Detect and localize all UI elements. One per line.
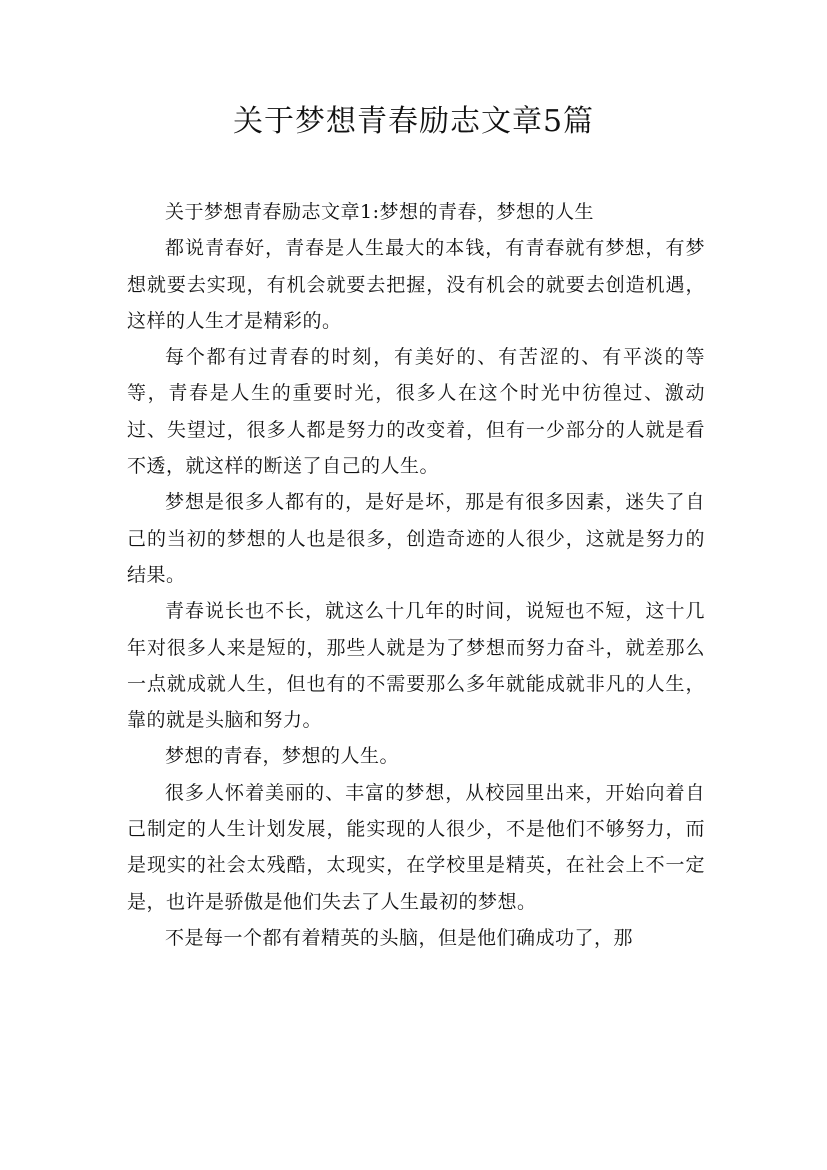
paragraph: 都说青春好，青春是人生最大的本钱，有青春就有梦想，有梦想就要去实现，有机会就要去把握，没有机会的就要去创造机遇，这样的人生才是精彩的。 (127, 237, 705, 332)
paragraph: 青春说长也不长，就这么十几年的时间，说短也不短，这十几年对很多人来是短的，那些人就是为了梦想而努力奋斗，就差那么一点就成就人生，但也有的不需要那么多年就能成就非凡的人生，靠的就是头脑和努力。 (127, 600, 705, 732)
paragraph: 每个都有过青春的时刻，有美好的、有苦涩的、有平淡的等等，青春是人生的重要时光，很多人在这个时光中彷徨过、激动过、失望过，很多人都是努力的改变着，但有一少部分的人就是看不透，就这样的断送了自己的人生。 (127, 346, 705, 478)
paragraph: 很多人怀着美丽的、丰富的梦想，从校园里出来，开始向着自己制定的人生计划发展，能实现的人很少，不是他们不够努力，而是现实的社会太残酷，太现实，在学校里是精英，在社会上不一定是，也许是骄傲是他们失去了人生最初的梦想。 (127, 781, 705, 913)
document-title: 关于梦想青春励志文章5篇 (232, 104, 595, 139)
paragraph: 不是每一个都有着精英的头脑，但是他们确成功了，那 (165, 926, 634, 949)
document-body (127, 194, 705, 956)
paragraph-section-heading: 关于梦想青春励志文章1:梦想的青春，梦想的人生 (165, 201, 594, 223)
paragraph: 梦想是很多人都有的，是好是坏，那是有很多因素，迷失了自己的当初的梦想的人也是很多，创造奇迹的人很少，这就是努力的结果。 (127, 491, 705, 586)
paragraph: 梦想的青春，梦想的人生。 (165, 745, 400, 768)
